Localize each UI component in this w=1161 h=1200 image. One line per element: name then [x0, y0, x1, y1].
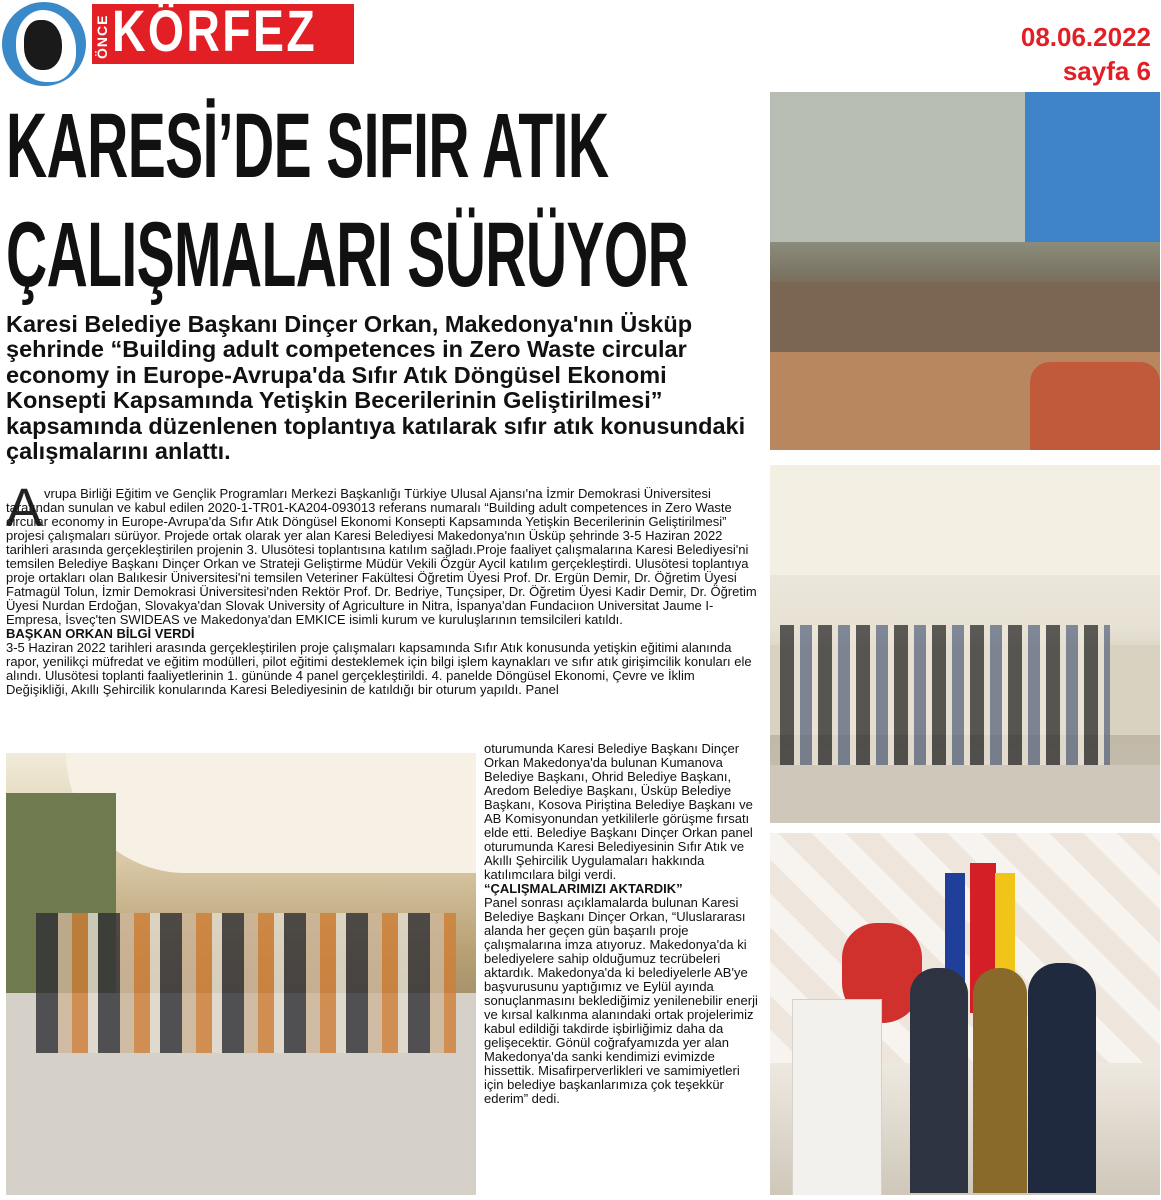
brand-prefix: ÖNCE	[94, 14, 110, 60]
issue-date: 08.06.2022	[1020, 22, 1151, 52]
subheading-1: BAŞKAN ORKAN BİLGİ VERDİ	[6, 626, 195, 641]
drop-cap: A	[6, 478, 43, 538]
headline-line-1: KARESİ’DE SIFIR ATIK	[6, 95, 609, 197]
lead-paragraph: Karesi Belediye Başkanı Dinçer Orkan, Makedonya'nın Üsküp şehrinde “Building adult competences in Zero Waste circular economy in Europe-Avrupa'da Sıfır Atık Döngüsel Ekonomi Konsepti Kapsamında Yetişkin Becerilerinin Geliştirilmesi” kapsamında düzenlenen toplantıya katılarak sıfır atık konusundaki çalışmalarını anlattı.	[6, 311, 746, 465]
brand-name: KÖRFEZ	[112, 0, 318, 64]
group-photo	[770, 465, 1160, 823]
article-body-column	[484, 742, 760, 1106]
subheading-2: “ÇALIŞMALARIMIZI AKTARDIK”	[484, 881, 683, 896]
article-body-intro	[6, 487, 758, 697]
page-number: sayfa 6	[1062, 56, 1151, 86]
newspaper-logo-emblem	[2, 2, 86, 86]
meeting-room-photo	[6, 753, 476, 1195]
panel-session-photo	[770, 92, 1160, 450]
paragraph-4: Panel sonrası açıklamalarda bulunan Karesi Belediye Başkanı Dinçer Orkan, “Uluslararası alanda her geçen gün başarılı proje çalışmalarına imza atıyoruz. Makedonya'da ki belediyelere sahip olduğumuz tecrübeleri aktardık. Makedonya'da ki belediyelerle AB'ye başvurusunu yaptığımız ve Eylül ayında sonuçlanmasını beklediğimiz yenilenebilir enerji ve kırsal kalkınma alanındaki ortak projelerimiz kabul edildiği takdirde işbirliğimiz daha da gelişecektir. Gönül coğrafyamızda yer alan Makedonya'da sanki kendimizi evimizde hissettik. Misafirperverlikleri ve samimiyetleri için belediye başkanlarımıza çok teşekkür ederim” dedi.	[484, 895, 758, 1106]
headline-line-2: ÇALIŞMALARI SÜRÜYOR	[6, 204, 689, 306]
officials-photo	[770, 833, 1160, 1195]
paragraph-2: 3-5 Haziran 2022 tarihleri arasında gerçekleştirilen proje çalışmaları kapsamında Sıfır Atık konusunda yetişkin eğitimi alanında rapor, yenilikçi müfredat ve eğitim modülleri, pilot eğitimi desteklemek için bilgi işlem kaynakları ve sıfır atık girişimcilik konuları ele alındı. Ulusötesi toplanti faaliyetlerinin 1. gününde 4 panel gerçekleştirildi. 4. panelde Döngüsel Ekonomi, Çevre ve İklim Değişikliği, Akıllı Şehircilik konularında Karesi Belediyesinin de katıldığı bir oturum yapıldı. Panel	[6, 640, 752, 697]
paragraph-3: oturumunda Karesi Belediye Başkanı Dinçer Orkan Makedonya'da bulunan Kumanova Belediye Başkanı, Ohrid Belediye Başkanı, Aredom Belediye Başkanı, Üsküp Belediye Başkanı, Kosova Piriştina Belediye Başkanı ve AB Komisyonundan yetkililerle görüşme fırsatı elde etti. Belediye Başkanı Dinçer Orkan panel oturumunda Karesi Belediyesinin Sıfır Atık ve Akıllı Şehircilik Uygulamaları hakkında katılımcılara bilgi verdi.	[484, 741, 753, 882]
paragraph-1: vrupa Birliği Eğitim ve Gençlik Programları Merkezi Başkanlığı Türkiye Ulusal Ajansı'na İzmir Demokrasi Üniversitesi tarafından sunulan ve kabul edilen 2020-1-TR01-KA204-093013 referans numaralı “Building adult competences in Zero Waste circular economy in Europe-Avrupa'da Sıfır Atık Döngüsel Ekonomi Konsepti Kapsamında Yetişkin Becerilerinin Geliştirilmesi” projesi çalışmaları sürüyor. Projede ortak olarak yer alan Karesi Belediyesi Makedonya'nın Üsküp şehrinde 3-5 Haziran 2022 tarihleri arasında gerçekleştirilen projenin 3. Ulusötesi toplantısına katılım sağladı.Proje faaliyet çalışmalarına Karesi Belediyesi'ni temsilen Belediye Başkanı Dinçer Orkan ve Strateji Geliştirme Müdür Vekili Özgür Aycil katılım gerçekleştirdi. Ulusötesi toplantıya proje ortakları olan Balıkesir Üniversitesi'ni temsilen Veteriner Fakültesi Öğretim Üyesi Prof. Dr. Ergün Demir, Dr. Öğretim Üyesi Fatmagül Tolun, İzmir Demokrasi Üniversitesi'nden Rektör Prof. Dr. Bedriye, Tunçsiper, Dr. Öğretim Üyesi Kadir Demir, Dr. Öğretim Üyesi Nurdan Erdoğan, Slovakya'dan Slovak University of Agriculture in Nitra, İspanya'dan Fundaciıon Universitat Jaume I-Empresa, İsveç'ten SWIDEAS ve Makedonya'dan EMKICE isimli kurum ve kuruluşlarının temsilcileri katıldı.	[6, 486, 757, 627]
